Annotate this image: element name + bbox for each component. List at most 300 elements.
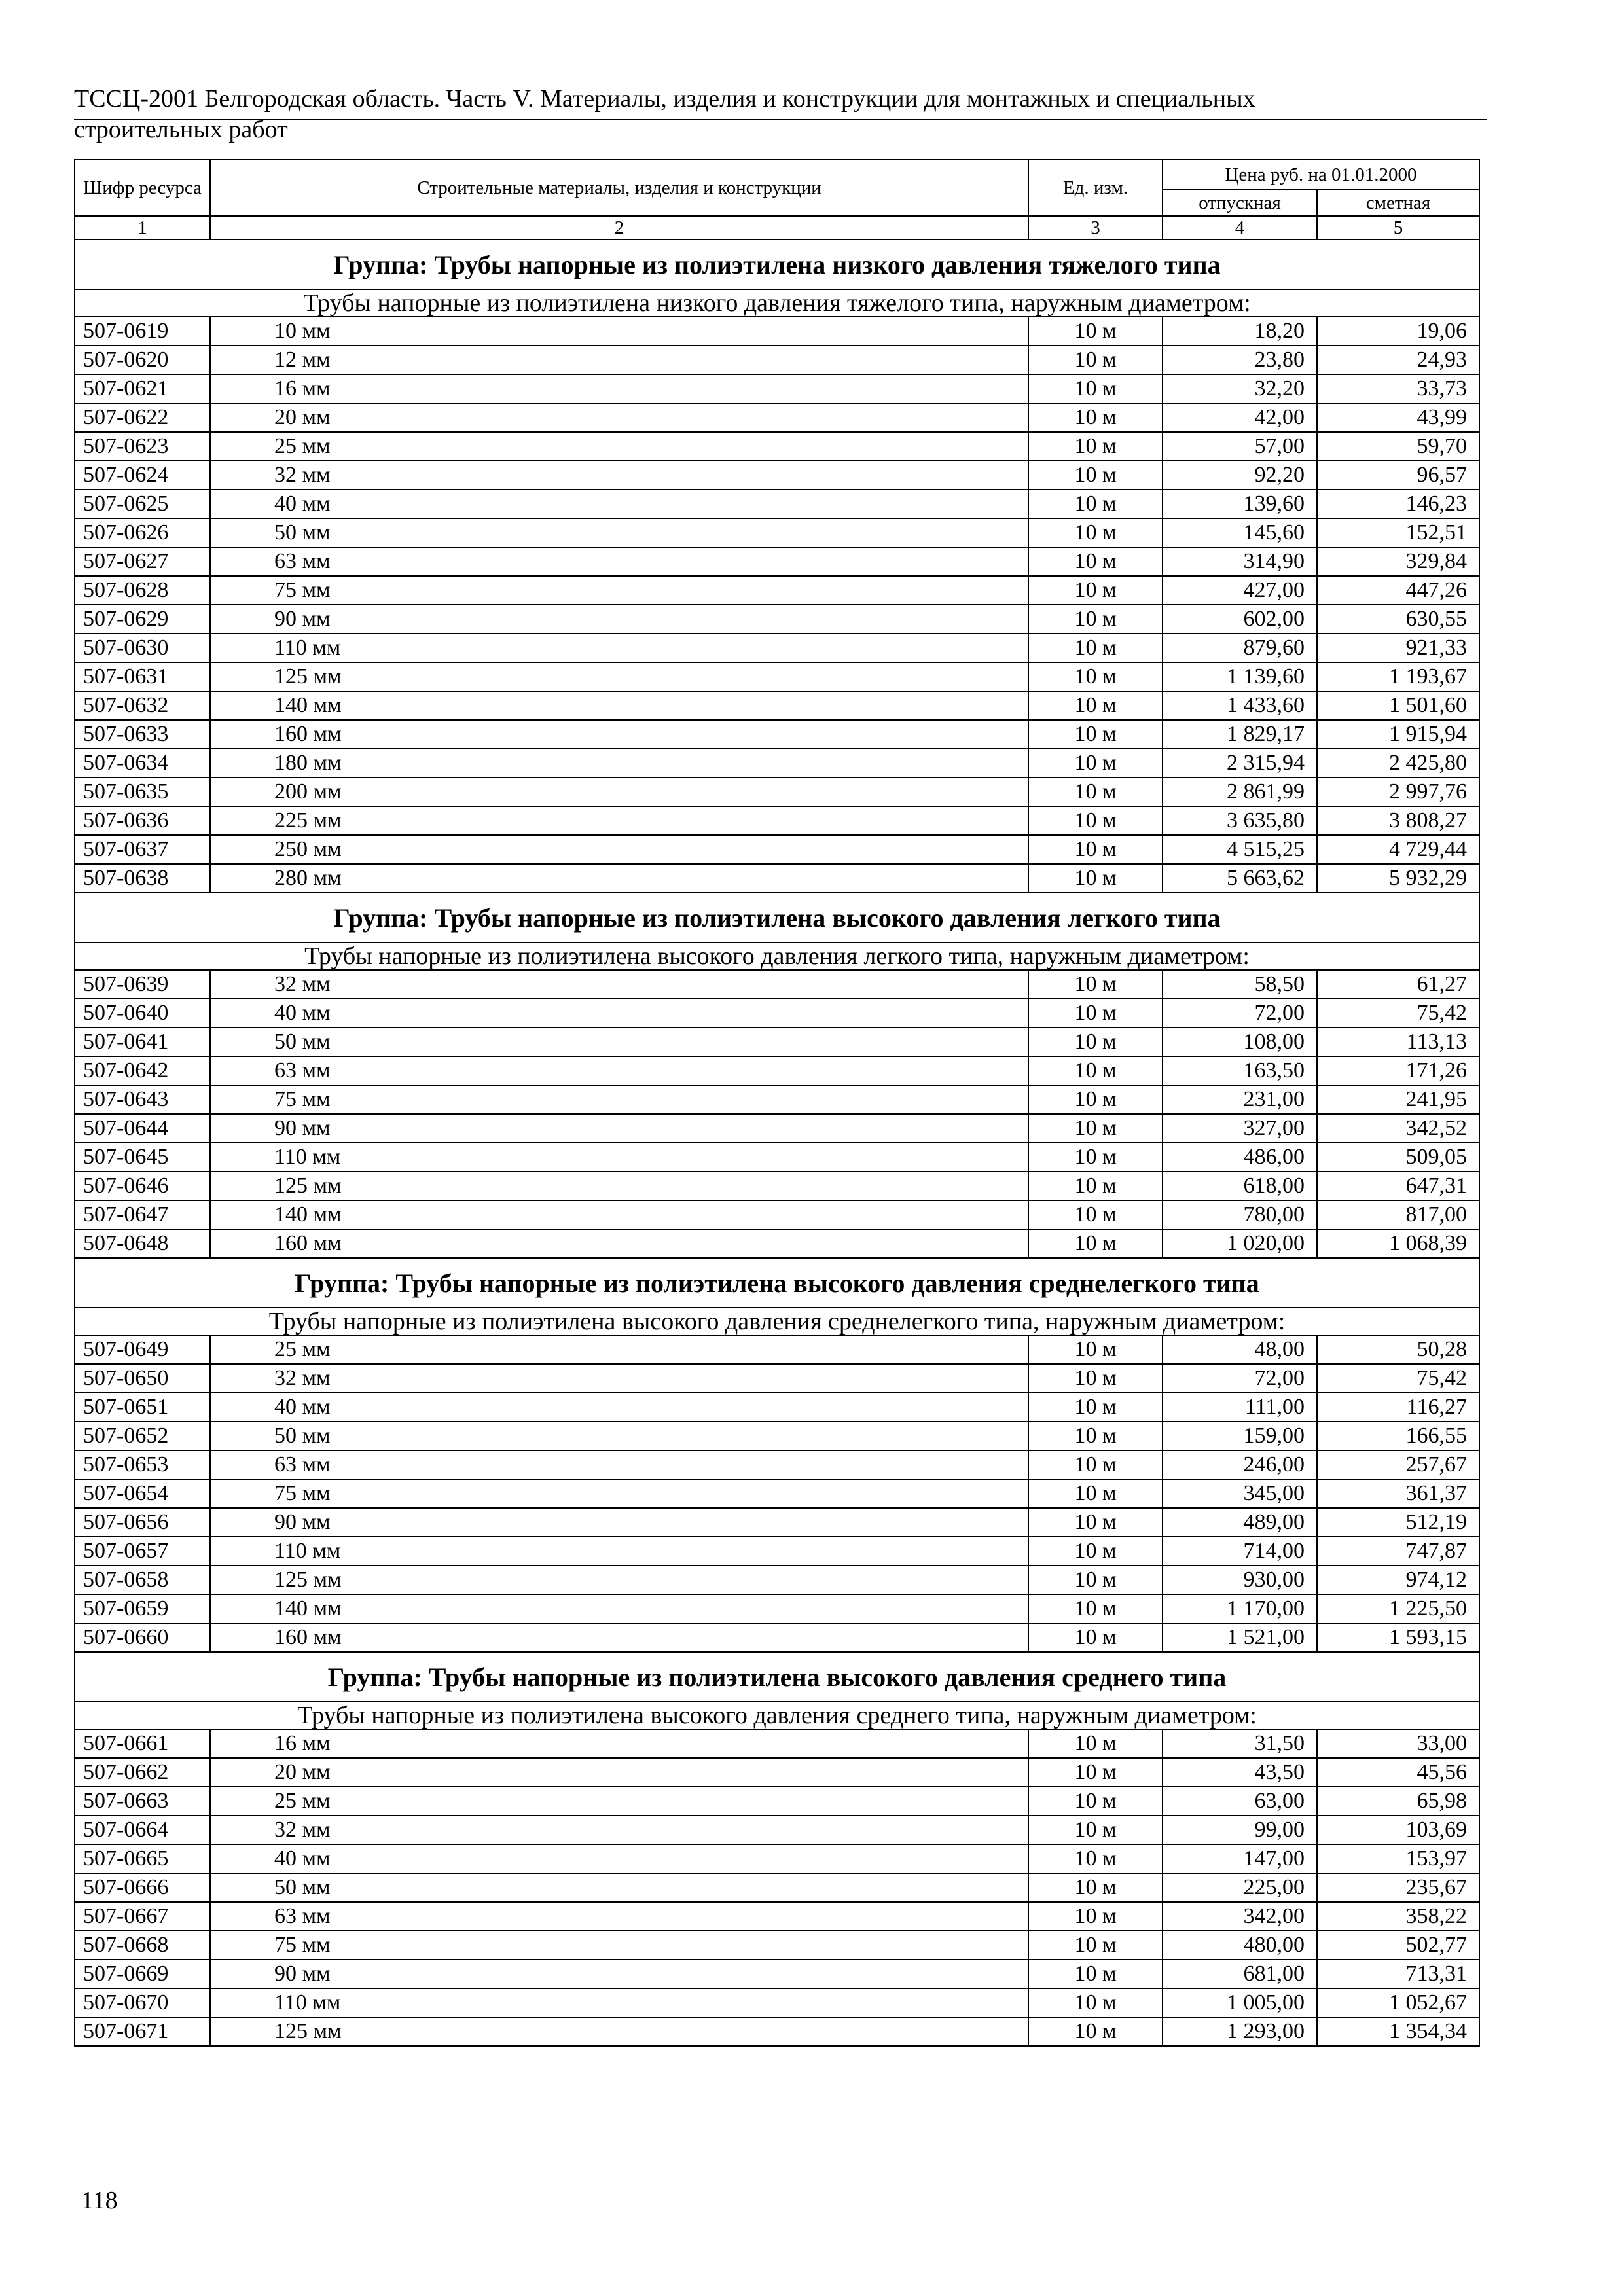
material-name: 180 мм [210, 749, 1028, 778]
estimate-price: 342,52 [1317, 1114, 1479, 1143]
table-row [75, 1085, 1479, 1114]
table-row [75, 1172, 1479, 1200]
unit: 10 м [1028, 1537, 1163, 1566]
table-row [75, 1422, 1479, 1450]
table-row [75, 1056, 1479, 1085]
material-name: 140 мм [210, 1594, 1028, 1623]
unit: 10 м [1028, 1364, 1163, 1393]
release-price: 23,80 [1163, 346, 1317, 374]
table-row [75, 835, 1479, 864]
material-name: 50 мм [210, 1422, 1028, 1450]
estimate-price: 502,77 [1317, 1931, 1479, 1960]
estimate-price: 974,12 [1317, 1566, 1479, 1594]
release-price: 480,00 [1163, 1931, 1317, 1960]
material-name: 32 мм [210, 1816, 1028, 1844]
table-row [75, 346, 1479, 374]
material-name: 16 мм [210, 1729, 1028, 1758]
unit: 10 м [1028, 2017, 1163, 2046]
estimate-price: 358,22 [1317, 1902, 1479, 1931]
estimate-price: 447,26 [1317, 576, 1479, 605]
material-name: 160 мм [210, 720, 1028, 749]
unit: 10 м [1028, 1143, 1163, 1172]
header-line-1: ТССЦ-2001 Белгородская область. Часть V. Материалы, изделия и конструкции для монтажных и специальных [74, 85, 1255, 113]
material-name: 40 мм [210, 490, 1028, 518]
table-row [75, 1787, 1479, 1816]
resource-code: 507-0620 [75, 346, 210, 374]
release-price: 246,00 [1163, 1450, 1317, 1479]
unit: 10 м [1028, 518, 1163, 547]
table-row [75, 634, 1479, 662]
release-price: 48,00 [1163, 1335, 1317, 1364]
unit: 10 м [1028, 1479, 1163, 1508]
material-name: 160 мм [210, 1623, 1028, 1652]
resource-code: 507-0660 [75, 1623, 210, 1652]
table-row [75, 1450, 1479, 1479]
subgroup-row [75, 1308, 1479, 1335]
material-name: 25 мм [210, 1787, 1028, 1816]
release-price: 1 005,00 [1163, 1988, 1317, 2017]
resource-code: 507-0622 [75, 403, 210, 432]
unit: 10 м [1028, 1114, 1163, 1143]
resource-code: 507-0638 [75, 864, 210, 893]
material-name: 110 мм [210, 1537, 1028, 1566]
release-price: 345,00 [1163, 1479, 1317, 1508]
resource-code: 507-0630 [75, 634, 210, 662]
estimate-price: 96,57 [1317, 461, 1479, 490]
estimate-price: 1 915,94 [1317, 720, 1479, 749]
unit: 10 м [1028, 605, 1163, 634]
subgroup-title: Трубы напорные из полиэтилена высокого давления легкого типа, наружным диаметром: [75, 942, 1479, 970]
release-price: 1 829,17 [1163, 720, 1317, 749]
release-price: 42,00 [1163, 403, 1317, 432]
resource-code: 507-0671 [75, 2017, 210, 2046]
unit: 10 м [1028, 1931, 1163, 1960]
group-title: Группа: Трубы напорные из полиэтилена высокого давления среднего типа [75, 1652, 1479, 1702]
release-price: 99,00 [1163, 1816, 1317, 1844]
table-row [75, 662, 1479, 691]
table-row [75, 1364, 1479, 1393]
unit: 10 м [1028, 1229, 1163, 1258]
group-title: Группа: Трубы напорные из полиэтилена низкого давления тяжелого типа [75, 240, 1479, 289]
resource-code: 507-0626 [75, 518, 210, 547]
resource-code: 507-0623 [75, 432, 210, 461]
release-price: 32,20 [1163, 374, 1317, 403]
release-price: 780,00 [1163, 1200, 1317, 1229]
estimate-price: 153,97 [1317, 1844, 1479, 1873]
estimate-price: 33,73 [1317, 374, 1479, 403]
table-row [75, 1623, 1479, 1652]
material-name: 125 мм [210, 2017, 1028, 2046]
unit: 10 м [1028, 749, 1163, 778]
release-price: 314,90 [1163, 547, 1317, 576]
estimate-price: 3 808,27 [1317, 806, 1479, 835]
estimate-price: 1 501,60 [1317, 691, 1479, 720]
unit: 10 м [1028, 1335, 1163, 1364]
table-row [75, 432, 1479, 461]
resource-code: 507-0632 [75, 691, 210, 720]
release-price: 327,00 [1163, 1114, 1317, 1143]
release-price: 139,60 [1163, 490, 1317, 518]
resource-code: 507-0651 [75, 1393, 210, 1422]
resource-code: 507-0628 [75, 576, 210, 605]
table-row [75, 1479, 1479, 1508]
release-price: 427,00 [1163, 576, 1317, 605]
release-price: 4 515,25 [1163, 835, 1317, 864]
resource-code: 507-0619 [75, 317, 210, 346]
unit: 10 м [1028, 1844, 1163, 1873]
unit: 10 м [1028, 1873, 1163, 1902]
estimate-price: 2 997,76 [1317, 778, 1479, 806]
subgroup-row [75, 942, 1479, 970]
unit: 10 м [1028, 691, 1163, 720]
resource-code: 507-0625 [75, 490, 210, 518]
table-row [75, 1931, 1479, 1960]
estimate-price: 75,42 [1317, 999, 1479, 1028]
unit: 10 м [1028, 835, 1163, 864]
group-row [75, 893, 1479, 942]
material-name: 225 мм [210, 806, 1028, 835]
material-name: 25 мм [210, 432, 1028, 461]
material-name: 75 мм [210, 1931, 1028, 1960]
unit: 10 м [1028, 1085, 1163, 1114]
unit: 10 м [1028, 461, 1163, 490]
estimate-price: 61,27 [1317, 970, 1479, 999]
unit: 10 м [1028, 403, 1163, 432]
release-price: 1 020,00 [1163, 1229, 1317, 1258]
estimate-price: 113,13 [1317, 1028, 1479, 1056]
release-price: 1 170,00 [1163, 1594, 1317, 1623]
estimate-price: 817,00 [1317, 1200, 1479, 1229]
unit: 10 м [1028, 346, 1163, 374]
material-name: 40 мм [210, 999, 1028, 1028]
table-row [75, 1873, 1479, 1902]
release-price: 5 663,62 [1163, 864, 1317, 893]
resource-code: 507-0629 [75, 605, 210, 634]
unit: 10 м [1028, 720, 1163, 749]
unit: 10 м [1028, 970, 1163, 999]
release-price: 618,00 [1163, 1172, 1317, 1200]
subgroup-title: Трубы напорные из полиэтилена высокого давления среднелегкого типа, наружным диаметром: [75, 1308, 1479, 1335]
material-name: 63 мм [210, 1902, 1028, 1931]
subgroup-row [75, 1702, 1479, 1729]
resource-code: 507-0656 [75, 1508, 210, 1537]
resource-code: 507-0647 [75, 1200, 210, 1229]
price-table [74, 159, 1480, 2047]
unit: 10 м [1028, 1422, 1163, 1450]
release-price: 72,00 [1163, 1364, 1317, 1393]
table-row [75, 1758, 1479, 1787]
unit: 10 м [1028, 1450, 1163, 1479]
unit: 10 м [1028, 1056, 1163, 1085]
unit: 10 м [1028, 432, 1163, 461]
material-name: 125 мм [210, 1172, 1028, 1200]
table-row [75, 1537, 1479, 1566]
resource-code: 507-0644 [75, 1114, 210, 1143]
material-name: 200 мм [210, 778, 1028, 806]
release-price: 225,00 [1163, 1873, 1317, 1902]
table-row [75, 1844, 1479, 1873]
unit: 10 м [1028, 1594, 1163, 1623]
table-row [75, 749, 1479, 778]
resource-code: 507-0661 [75, 1729, 210, 1758]
material-name: 50 мм [210, 1028, 1028, 1056]
table-row [75, 999, 1479, 1028]
material-name: 90 мм [210, 1508, 1028, 1537]
material-name: 63 мм [210, 547, 1028, 576]
material-name: 160 мм [210, 1229, 1028, 1258]
release-price: 930,00 [1163, 1566, 1317, 1594]
material-name: 16 мм [210, 374, 1028, 403]
release-price: 58,50 [1163, 970, 1317, 999]
unit: 10 м [1028, 490, 1163, 518]
estimate-price: 257,67 [1317, 1450, 1479, 1479]
group-row [75, 1652, 1479, 1702]
column-number: 1 [75, 216, 210, 240]
resource-code: 507-0642 [75, 1056, 210, 1085]
table-row [75, 1028, 1479, 1056]
header-release-price: отпускная [1163, 190, 1317, 216]
unit: 10 м [1028, 1393, 1163, 1422]
material-name: 110 мм [210, 1143, 1028, 1172]
table-row [75, 403, 1479, 432]
estimate-price: 43,99 [1317, 403, 1479, 432]
estimate-price: 146,23 [1317, 490, 1479, 518]
release-price: 2 315,94 [1163, 749, 1317, 778]
release-price: 111,00 [1163, 1393, 1317, 1422]
table-row [75, 778, 1479, 806]
table-row [75, 317, 1479, 346]
release-price: 231,00 [1163, 1085, 1317, 1114]
resource-code: 507-0653 [75, 1450, 210, 1479]
material-name: 12 мм [210, 346, 1028, 374]
resource-code: 507-0645 [75, 1143, 210, 1172]
estimate-price: 152,51 [1317, 518, 1479, 547]
group-title: Группа: Трубы напорные из полиэтилена высокого давления среднелегкого типа [75, 1258, 1479, 1308]
estimate-price: 241,95 [1317, 1085, 1479, 1114]
resource-code: 507-0659 [75, 1594, 210, 1623]
resource-code: 507-0624 [75, 461, 210, 490]
unit: 10 м [1028, 576, 1163, 605]
resource-code: 507-0658 [75, 1566, 210, 1594]
release-price: 3 635,80 [1163, 806, 1317, 835]
unit: 10 м [1028, 1200, 1163, 1229]
column-number: 5 [1317, 216, 1479, 240]
unit: 10 м [1028, 662, 1163, 691]
header-unit: Ед. изм. [1028, 160, 1163, 216]
release-price: 57,00 [1163, 432, 1317, 461]
header-name: Строительные материалы, изделия и конструкции [210, 160, 1028, 216]
unit: 10 м [1028, 1623, 1163, 1652]
estimate-price: 921,33 [1317, 634, 1479, 662]
estimate-price: 630,55 [1317, 605, 1479, 634]
resource-code: 507-0639 [75, 970, 210, 999]
table-row [75, 691, 1479, 720]
unit: 10 м [1028, 864, 1163, 893]
unit: 10 м [1028, 1028, 1163, 1056]
table-row [75, 1566, 1479, 1594]
estimate-price: 1 052,67 [1317, 1988, 1479, 2017]
header-estimate-price: сметная [1317, 190, 1479, 216]
release-price: 486,00 [1163, 1143, 1317, 1172]
unit: 10 м [1028, 634, 1163, 662]
unit: 10 м [1028, 1729, 1163, 1758]
estimate-price: 2 425,80 [1317, 749, 1479, 778]
estimate-price: 235,67 [1317, 1873, 1479, 1902]
material-name: 32 мм [210, 1364, 1028, 1393]
resource-code: 507-0667 [75, 1902, 210, 1931]
release-price: 108,00 [1163, 1028, 1317, 1056]
release-price: 879,60 [1163, 634, 1317, 662]
estimate-price: 19,06 [1317, 317, 1479, 346]
material-name: 32 мм [210, 970, 1028, 999]
resource-code: 507-0666 [75, 1873, 210, 1902]
table-row [75, 605, 1479, 634]
group-title: Группа: Трубы напорные из полиэтилена высокого давления легкого типа [75, 893, 1479, 942]
unit: 10 м [1028, 374, 1163, 403]
table-row [75, 1229, 1479, 1258]
table-row [75, 1508, 1479, 1537]
material-name: 125 мм [210, 662, 1028, 691]
estimate-price: 33,00 [1317, 1729, 1479, 1758]
material-name: 90 мм [210, 1960, 1028, 1988]
material-name: 20 мм [210, 403, 1028, 432]
release-price: 602,00 [1163, 605, 1317, 634]
material-name: 90 мм [210, 605, 1028, 634]
resource-code: 507-0664 [75, 1816, 210, 1844]
release-price: 1 521,00 [1163, 1623, 1317, 1652]
table-row [75, 1816, 1479, 1844]
unit: 10 м [1028, 1988, 1163, 2017]
material-name: 280 мм [210, 864, 1028, 893]
material-name: 10 мм [210, 317, 1028, 346]
material-name: 50 мм [210, 518, 1028, 547]
estimate-price: 713,31 [1317, 1960, 1479, 1988]
estimate-price: 361,37 [1317, 1479, 1479, 1508]
resource-code: 507-0637 [75, 835, 210, 864]
material-name: 50 мм [210, 1873, 1028, 1902]
material-name: 75 мм [210, 1085, 1028, 1114]
estimate-price: 509,05 [1317, 1143, 1479, 1172]
column-number: 2 [210, 216, 1028, 240]
unit: 10 м [1028, 1816, 1163, 1844]
estimate-price: 24,93 [1317, 346, 1479, 374]
release-price: 714,00 [1163, 1537, 1317, 1566]
resource-code: 507-0631 [75, 662, 210, 691]
resource-code: 507-0649 [75, 1335, 210, 1364]
resource-code: 507-0648 [75, 1229, 210, 1258]
subgroup-title: Трубы напорные из полиэтилена низкого давления тяжелого типа, наружным диаметром: [75, 289, 1479, 317]
column-number: 4 [1163, 216, 1317, 240]
material-name: 125 мм [210, 1566, 1028, 1594]
estimate-price: 647,31 [1317, 1172, 1479, 1200]
subgroup-title: Трубы напорные из полиэтилена высокого давления среднего типа, наружным диаметром: [75, 1702, 1479, 1729]
table-row [75, 374, 1479, 403]
resource-code: 507-0646 [75, 1172, 210, 1200]
material-name: 75 мм [210, 1479, 1028, 1508]
table-row [75, 864, 1479, 893]
release-price: 1 139,60 [1163, 662, 1317, 691]
resource-code: 507-0643 [75, 1085, 210, 1114]
estimate-price: 1 354,34 [1317, 2017, 1479, 2046]
table-row [75, 1988, 1479, 2017]
unit: 10 м [1028, 317, 1163, 346]
material-name: 110 мм [210, 1988, 1028, 2017]
table-row [75, 1902, 1479, 1931]
table-row [75, 1729, 1479, 1758]
estimate-price: 103,69 [1317, 1816, 1479, 1844]
material-name: 20 мм [210, 1758, 1028, 1787]
estimate-price: 50,28 [1317, 1335, 1479, 1364]
estimate-price: 45,56 [1317, 1758, 1479, 1787]
unit: 10 м [1028, 1758, 1163, 1787]
table-row [75, 490, 1479, 518]
material-name: 25 мм [210, 1335, 1028, 1364]
estimate-price: 1 593,15 [1317, 1623, 1479, 1652]
table-row [75, 806, 1479, 835]
release-price: 1 433,60 [1163, 691, 1317, 720]
material-name: 32 мм [210, 461, 1028, 490]
table-row [75, 547, 1479, 576]
table-row [75, 461, 1479, 490]
estimate-price: 329,84 [1317, 547, 1479, 576]
estimate-price: 65,98 [1317, 1787, 1479, 1816]
release-price: 2 861,99 [1163, 778, 1317, 806]
table-row [75, 1960, 1479, 1988]
resource-code: 507-0634 [75, 749, 210, 778]
table-row [75, 1393, 1479, 1422]
resource-code: 507-0640 [75, 999, 210, 1028]
table-row [75, 1594, 1479, 1623]
material-name: 90 мм [210, 1114, 1028, 1143]
unit: 10 м [1028, 999, 1163, 1028]
resource-code: 507-0663 [75, 1787, 210, 1816]
page-number: 118 [81, 2187, 118, 2214]
estimate-price: 1 225,50 [1317, 1594, 1479, 1623]
resource-code: 507-0650 [75, 1364, 210, 1393]
release-price: 43,50 [1163, 1758, 1317, 1787]
release-price: 72,00 [1163, 999, 1317, 1028]
table-header-row [75, 160, 1479, 190]
resource-code: 507-0669 [75, 1960, 210, 1988]
resource-code: 507-0657 [75, 1537, 210, 1566]
estimate-price: 1 068,39 [1317, 1229, 1479, 1258]
document-header [74, 84, 1487, 145]
estimate-price: 1 193,67 [1317, 662, 1479, 691]
column-number: 3 [1028, 216, 1163, 240]
release-price: 163,50 [1163, 1056, 1317, 1085]
resource-code: 507-0621 [75, 374, 210, 403]
estimate-price: 5 932,29 [1317, 864, 1479, 893]
column-number-row [75, 216, 1479, 240]
material-name: 250 мм [210, 835, 1028, 864]
unit: 10 м [1028, 547, 1163, 576]
resource-code: 507-0633 [75, 720, 210, 749]
resource-code: 507-0636 [75, 806, 210, 835]
table-row [75, 970, 1479, 999]
estimate-price: 59,70 [1317, 432, 1479, 461]
unit: 10 м [1028, 1508, 1163, 1537]
material-name: 40 мм [210, 1844, 1028, 1873]
material-name: 63 мм [210, 1056, 1028, 1085]
table-row [75, 1200, 1479, 1229]
table-row [75, 576, 1479, 605]
resource-code: 507-0627 [75, 547, 210, 576]
resource-code: 507-0635 [75, 778, 210, 806]
unit: 10 м [1028, 1960, 1163, 1988]
material-name: 140 мм [210, 1200, 1028, 1229]
table-row [75, 1143, 1479, 1172]
release-price: 342,00 [1163, 1902, 1317, 1931]
